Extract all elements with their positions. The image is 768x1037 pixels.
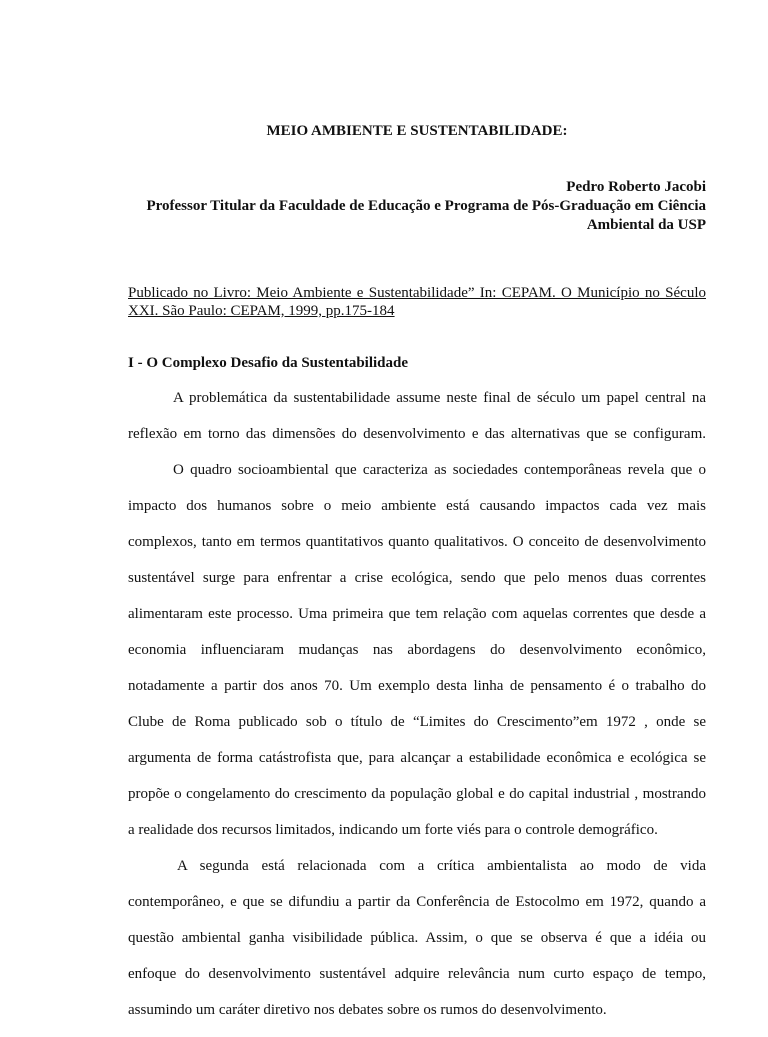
body-line: Clube de Roma publicado sob o título de “Limites do Crescimento”em 1972 , onde se [128,714,706,730]
body-text [128,389,706,1037]
body-line: propõe o congelamento do crescimento da população global e do capital industrial , mostrando [128,786,706,802]
section-heading: I - O Complexo Desafio da Sustentabilidade [128,355,409,371]
body-line: a realidade dos recursos limitados, indicando um forte viés para o controle demográfico. [128,822,658,838]
body-line: reflexão em torno das dimensões do desenvolvimento e das alternativas que se configuram. [128,426,706,442]
body-line: economia influenciaram mudanças nas abordagens do desenvolvimento econômico, [128,642,706,658]
author-name: Pedro Roberto Jacobi [566,179,706,195]
body-line: sustentável surge para enfrentar a crise ecológica, sendo que pelo menos duas correntes [128,570,706,586]
body-line: O quadro socioambiental que caracteriza as sociedades contemporâneas revela que o [173,462,706,478]
body-line: enfoque do desenvolvimento sustentável adquire relevância num curto espaço de tempo, [128,966,706,982]
document-title: MEIO AMBIENTE E SUSTENTABILIDADE: [266,123,568,139]
author-affiliation-line-1: Professor Titular da Faculdade de Educação e Programa de Pós-Graduação em Ciência [146,198,706,214]
author-block [128,178,706,235]
publication-note [128,284,706,320]
body-line: alimentaram este processo. Uma primeira que tem relação com aquelas correntes que desde a [128,606,706,622]
body-line: contemporâneo, e que se difundiu a partir da Conferência de Estocolmo em 1972, quando a [128,894,706,910]
body-line: impacto dos humanos sobre o meio ambiente está causando impactos cada vez mais [128,498,706,514]
author-affiliation-line-2: Ambiental da USP [586,217,706,233]
publication-note-line-1: Publicado no Livro: Meio Ambiente e Sustentabilidade” In: CEPAM. O Município no Século [128,285,706,301]
body-line: questão ambiental ganha visibilidade pública. Assim, o que se observa é que a idéia ou [128,930,706,946]
publication-note-line-2: XXI. São Paulo: CEPAM, 1999, pp.175-184 [128,303,395,319]
body-line: assumindo um caráter diretivo nos debates sobre os rumos do desenvolvimento. [128,1002,607,1018]
body-line: A segunda está relacionada com a crítica ambientalista ao modo de vida [177,858,706,874]
body-line: argumenta de forma catástrofista que, para alcançar a estabilidade econômica e ecológica se [128,750,706,766]
body-line: A problemática da sustentabilidade assume neste final de século um papel central na [173,390,706,406]
body-line: complexos, tanto em termos quantitativos quanto qualitativos. O conceito de desenvolvimento [128,534,706,550]
body-line: notadamente a partir dos anos 70. Um exemplo desta linha de pensamento é o trabalho do [128,678,706,694]
